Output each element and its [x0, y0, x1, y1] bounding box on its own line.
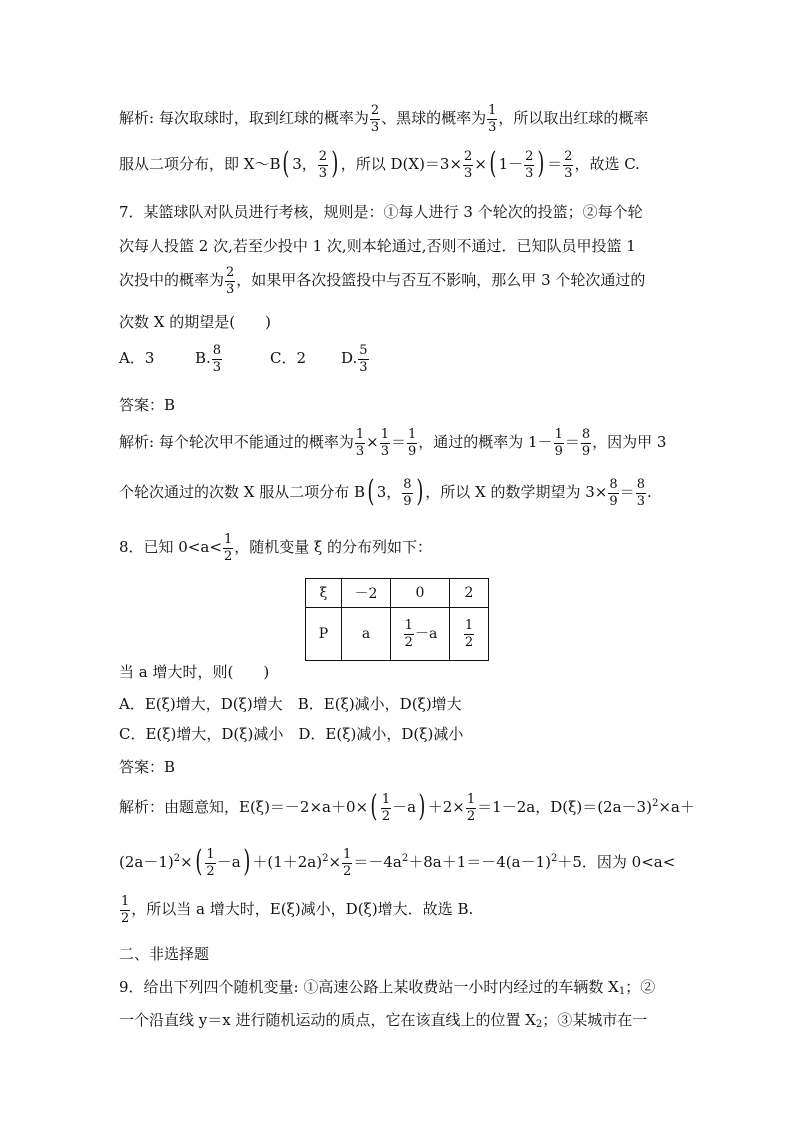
- fraction: $\frac{2}{3}$: [226, 265, 235, 297]
- q8-question: 当 a 增大时，则( ): [119, 663, 270, 681]
- fraction: $\frac{1}{3}$: [380, 427, 389, 459]
- fraction: $\frac{1}{2}$: [381, 792, 391, 824]
- table-cell: 0: [391, 579, 450, 608]
- fraction: $\frac{1}{2}$: [466, 792, 476, 824]
- q8-solution-line1: 解析：由题意知，E(ξ)＝－2×a＋0×( $\frac{1}{2}$ －a) ＋2× $\frac{1}{2}$ ＝1－2a，$D(\xi)=(2a-3)^2\times a+$: [119, 789, 695, 825]
- table-cell: －2: [342, 579, 391, 608]
- q7-options: [119, 344, 370, 374]
- fraction: $\frac{1}{2}$: [223, 532, 233, 564]
- q7-solution-line2: 个轮次通过的次数 X 服从二项分布 B( 3， $\frac{8}{9}$ ) ，所以 X 的数学期望为 3× $\frac{8}{9}$ ＝ $\frac{8}{3}$ .: [119, 474, 652, 510]
- table-cell: $\frac{1}{2}$: [450, 608, 489, 661]
- q7-answer: 答案：B: [119, 396, 176, 414]
- fraction: $\frac{2}{3}$: [564, 149, 573, 181]
- fraction: $\frac{1}{3}$: [355, 427, 365, 459]
- q8-line1: 8．已知 0<a< $\frac{1}{2}$ ，随机变量 ξ 的分布列如下：: [119, 532, 433, 564]
- q7-line4: 次数 X 的期望是( ): [119, 313, 271, 331]
- p6-line2: 服从二项分布，即 X～B( 3， $\frac{2}{3}$ ) ，所以 D(X)＝3× $\frac{2}{3}$ ×( 1－ $\frac{2}{3}$ ) ＝ $\frac{2}{3}$ ，故选 C.: [119, 146, 640, 182]
- fraction: $\frac{1}{2}$: [343, 847, 352, 879]
- table-row: [306, 608, 489, 661]
- option-a: A．3: [119, 349, 155, 368]
- table-cell: 2: [450, 579, 489, 608]
- fraction: $\frac{2}{3}$: [464, 149, 473, 181]
- fraction: $\frac{2}{3}$: [318, 149, 328, 181]
- distribution-table: [305, 578, 489, 661]
- fraction: $\frac{8}{3}$: [636, 477, 645, 509]
- option-d: D. $\frac{5}{3}$: [341, 343, 368, 375]
- p6-line1: 解析: 每次取球时，取到红球的概率为 $\frac{2}{3}$ 、黑球的概率为 $\frac{1}{3}$ ，所以取出红球的概率: [119, 103, 649, 135]
- q7-line1: 7．某篮球队对队员进行考核，规则是：①每人进行 3 个轮次的投篮；②每个轮: [119, 203, 643, 221]
- fraction: $\frac{2}{3}$: [370, 103, 380, 135]
- section-heading: 二、非选择题: [119, 945, 210, 963]
- q7-solution-line1: 解析: 每个轮次甲不能通过的概率为 $\frac{1}{3}$ × $\frac{1}{3}$ ＝ $\frac{1}{9}$ ，通过的概率为 1－ $\frac{1}{9}$ ＝ $\frac{8}{9}$ ，因为甲 3: [119, 427, 667, 459]
- q7-line2: 次每人投篮 2 次,若至少投中 1 次,则本轮通过,否则不通过．已知队员甲投篮 1: [119, 237, 636, 255]
- fraction: $\frac{1}{2}$: [121, 894, 130, 926]
- fraction: $\frac{1}{9}$: [554, 427, 563, 459]
- q8-options-cd: C．E(ξ)增大，D(ξ)减小 D．E(ξ)减小，D(ξ)减小: [119, 725, 464, 743]
- fraction: $\frac{1}{9}$: [407, 427, 417, 459]
- q9-line2: 一个沿直线 y＝x 进行随机运动的质点，它在该直线上的位置 $X_2$；③某城市在一: [119, 1011, 648, 1030]
- option-b: B. $\frac{8}{3}$: [195, 343, 222, 375]
- table-cell: $\frac{1}{2}$ －a: [391, 608, 450, 661]
- table-row: [306, 579, 489, 608]
- fraction: $\frac{2}{3}$: [525, 149, 534, 181]
- table-cell: ξ: [306, 579, 342, 608]
- q8-options-ab: A．E(ξ)增大，D(ξ)增大 B．E(ξ)减小，D(ξ)增大: [119, 695, 462, 713]
- fraction: $\frac{8}{9}$: [403, 477, 412, 509]
- fraction: $\frac{8}{9}$: [581, 427, 591, 459]
- fraction: $\frac{1}{2}$: [206, 847, 215, 879]
- table-cell: a: [342, 608, 391, 661]
- option-c: C．2: [270, 349, 307, 368]
- q9-line1: 9．给出下列四个随机变量: ①高速公路上某收费站一小时内经过的车辆数 $X_1$；②: [119, 978, 656, 997]
- table-cell: P: [306, 608, 342, 661]
- q8-solution-line3: $\frac{1}{2}$ ，所以当 a 增大时，E(ξ)减小，D(ξ)增大．故选 B.: [121, 894, 474, 926]
- q8-solution-line2: $(2a-1)^2\times$( $\frac{1}{2}$ $-a) +(1+2a)^2\times$ $\frac{1}{2}$ $=-4a^2+8a+1=-4(a-1)^2+5$．因为 0<a<: [119, 844, 676, 880]
- q8-answer: 答案：B: [119, 758, 176, 776]
- fraction: $\frac{8}{9}$: [609, 477, 618, 509]
- q7-line3: 次投中的概率为 $\frac{2}{3}$ ，如果甲各次投篮投中与否互不影响，那么甲 3 个轮次通过的: [119, 265, 646, 297]
- fraction: $\frac{1}{3}$: [488, 103, 497, 135]
